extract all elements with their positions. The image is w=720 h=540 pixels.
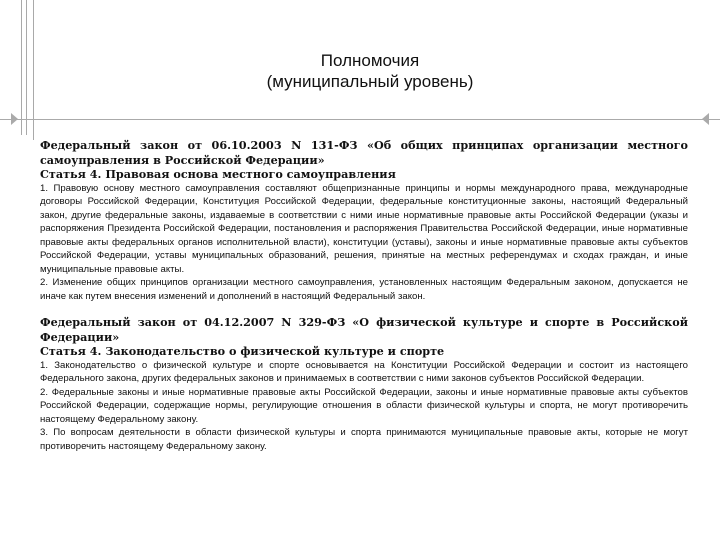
slide-title	[200, 50, 540, 92]
law-1-section	[40, 138, 688, 303]
law-2-article-title: Статья 4. Законодательство о физической культуре и спорте	[40, 344, 445, 358]
law-1-heading: Федеральный закон от 06.10.2003 N 131-ФЗ «Об общих принципах организации местного самоуправления в Российской Федерации»	[40, 138, 688, 167]
section-spacer	[40, 303, 688, 315]
law-2-section	[40, 315, 688, 453]
divider-left-marker	[11, 113, 18, 125]
law-1-paragraph-2: 2. Изменение общих принципов организации местного самоуправления, установленных настоящим Федеральным законом, допускается не иначе как путем внесения изменений и дополнений в настоящий Федеральный закон.	[40, 277, 688, 302]
divider-right-marker	[702, 113, 709, 125]
law-2-paragraph-1: 1. Законодательство о физической культуре и спорте основывается на Конституции Российской Федерации и состоит из настоящего Федерального закона, других федеральных законов и принимаемых в соответствии с ними законов субъектов Российской Федерации.	[40, 359, 688, 384]
law-2-paragraph-3: 3. По вопросам деятельности в области физической культуры и спорта принимаются муниципальные правовые акты, которые не могут противоречить настоящему Федеральному закону.	[40, 427, 688, 452]
decor-vertical-line-2	[26, 0, 27, 135]
law-1-article-title: Статья 4. Правовая основа местного самоуправления	[40, 167, 396, 181]
decor-vertical-line-1	[21, 0, 22, 135]
law-2-paragraph-2: 2. Федеральные законы и иные нормативные правовые акты Российской Федерации, законы и иные нормативные правовые акты субъектов Российской Федерации, содержащие нормы, регулирующие отношения в области физической культуры и спорта, не могут противоречить настоящему Федеральному закону.	[40, 386, 688, 425]
slide-title-line-2: (муниципальный уровень)	[266, 72, 474, 91]
slide-title-line-1: Полномочия	[320, 51, 420, 70]
title-divider	[0, 119, 720, 120]
law-2-heading: Федеральный закон от 04.12.2007 N 329-ФЗ «О физической культуре и спорте в Российской Федерации»	[40, 315, 688, 344]
law-1-paragraph-1: 1. Правовую основу местного самоуправления составляют общепризнанные принципы и нормы международного права, международные договоры Российской Федерации, Конституция Российской Федерации, федеральные конституционные законы, настоящий Федеральный закон, другие федеральные законы, издаваемые в соответствии с ними иные нормативные правовые акты Российской Федерации (указы и распоряжения Президента Российской Федерации, постановления и распоряжения Правительства Российской Федерации, иные нормативные правовые акты федеральных органов исполнительной власти), конституции (уставы), законы и иные нормативные правовые акты субъектов Российской Федерации, уставы муниципальных образований, решения, принятые на местных референдумах и сходах граждан, и иные муниципальные правовые акты.	[40, 182, 688, 275]
slide-content	[40, 138, 688, 453]
